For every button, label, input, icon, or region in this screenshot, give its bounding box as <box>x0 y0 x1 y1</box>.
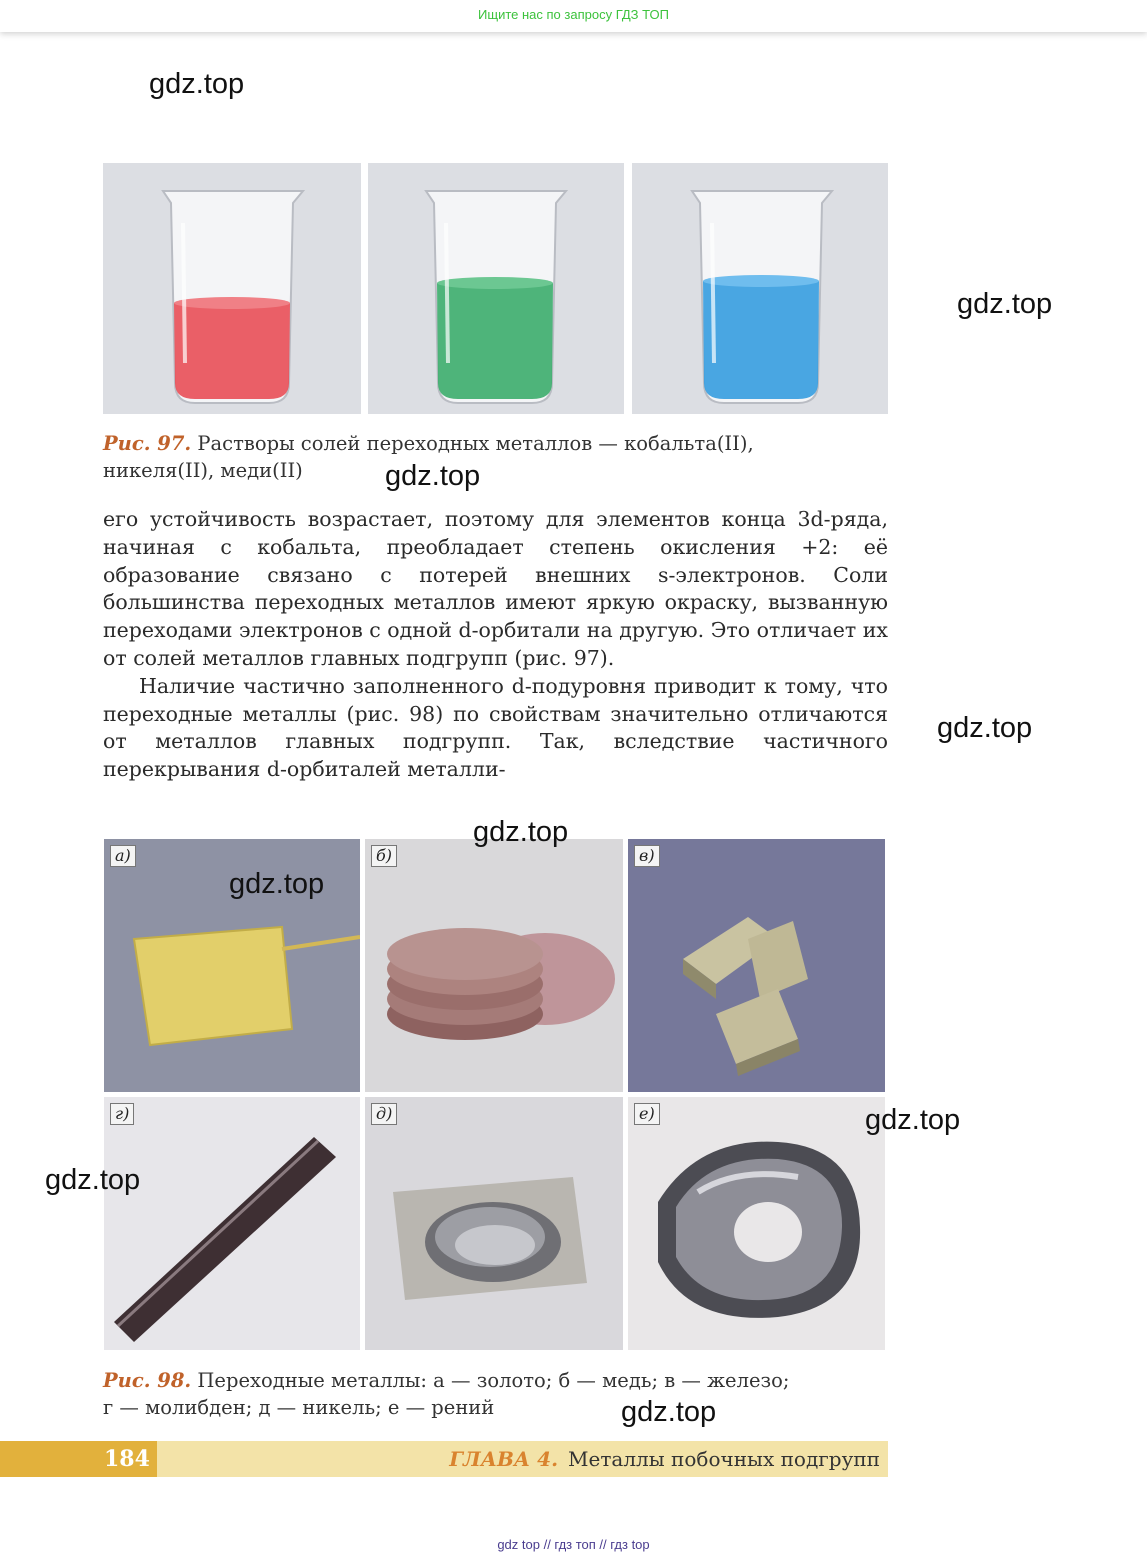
chapter-label: ГЛАВА 4. <box>449 1447 559 1471</box>
figure98-caption-line2: г — молибден; д — никель; е — рений <box>103 1396 495 1419</box>
chapter-title: Металлы побочных подгрупп <box>568 1447 880 1471</box>
watermark: gdz.top <box>621 1396 717 1428</box>
beaker-red-image <box>103 163 361 414</box>
body-paragraph-2: Наличие частично заполненного d-подуровня приводит к тому, что переходные металлы (рис. 98) по свойствам значительно отличаются от металлов главных подгрупп. Так, вследствие частичного перекрывания d-орбиталей металли- <box>103 673 888 782</box>
photo-nickel <box>365 1097 623 1350</box>
watermark: gdz.top <box>229 868 325 900</box>
watermark: gdz.top <box>45 1164 141 1196</box>
watermark: gdz.top <box>957 288 1053 320</box>
photo-beaker-blue <box>632 163 888 414</box>
watermark: gdz.top <box>865 1104 961 1136</box>
body-text <box>103 506 888 784</box>
watermark: gdz.top <box>149 68 245 100</box>
copper-disks-image <box>365 839 623 1092</box>
photo-rhenium <box>628 1097 885 1350</box>
panel-label-d: д) <box>371 1103 397 1125</box>
panel-label-a: а) <box>110 845 136 867</box>
body-paragraph-1: его устойчивость возрастает, поэтому для элементов конца 3d-ряда, начиная с кобальта, преобладает степень окисления +2: её образование связано с потерей внешних s-электронов. Соли большинства переходных металлов имеют яркую окраску, вызванную переходами электронов с одной d-орбитали на другую. Это отличает их от солей металлов главных подгрупп (рис. 97). <box>103 507 888 670</box>
photo-molybdenum <box>104 1097 360 1350</box>
photo-copper <box>365 839 623 1092</box>
figure98-label: Рис. 98. <box>103 1369 192 1392</box>
watermark: gdz.top <box>385 460 481 492</box>
photo-iron <box>628 839 885 1092</box>
figure97-label: Рис. 97. <box>103 432 192 455</box>
rhenium-ring-image <box>628 1097 885 1350</box>
beaker-blue-image <box>632 163 888 414</box>
figure97-caption-line2: никеля(II), меди(II) <box>103 459 303 482</box>
photo-beaker-red <box>103 163 361 414</box>
page-footer <box>0 1441 888 1477</box>
panel-label-v: в) <box>634 845 660 867</box>
panel-label-e: е) <box>634 1103 660 1125</box>
bottom-links[interactable]: gdz top // гдз топ // гдз top <box>497 1537 650 1552</box>
running-chapter-title <box>449 1441 880 1477</box>
watermark: gdz.top <box>473 816 569 848</box>
search-hint-banner: Ищите нас по запросу ГДЗ ТОП <box>0 0 1147 32</box>
nickel-pieces-image <box>365 1097 623 1350</box>
figure97-caption-line1: Растворы солей переходных металлов — кобальта(II), <box>197 432 754 455</box>
watermark: gdz.top <box>937 712 1033 744</box>
photo-beaker-green <box>368 163 624 414</box>
iron-blocks-image <box>628 839 885 1092</box>
panel-label-b: б) <box>371 845 397 867</box>
page-number: 184 <box>0 1441 157 1477</box>
beaker-green-image <box>368 163 624 414</box>
panel-label-g: г) <box>110 1103 134 1125</box>
figure98-caption-line1: Переходные металлы: а — золото; б — медь; в — железо; <box>197 1369 790 1392</box>
molybdenum-rod-image <box>104 1097 360 1350</box>
